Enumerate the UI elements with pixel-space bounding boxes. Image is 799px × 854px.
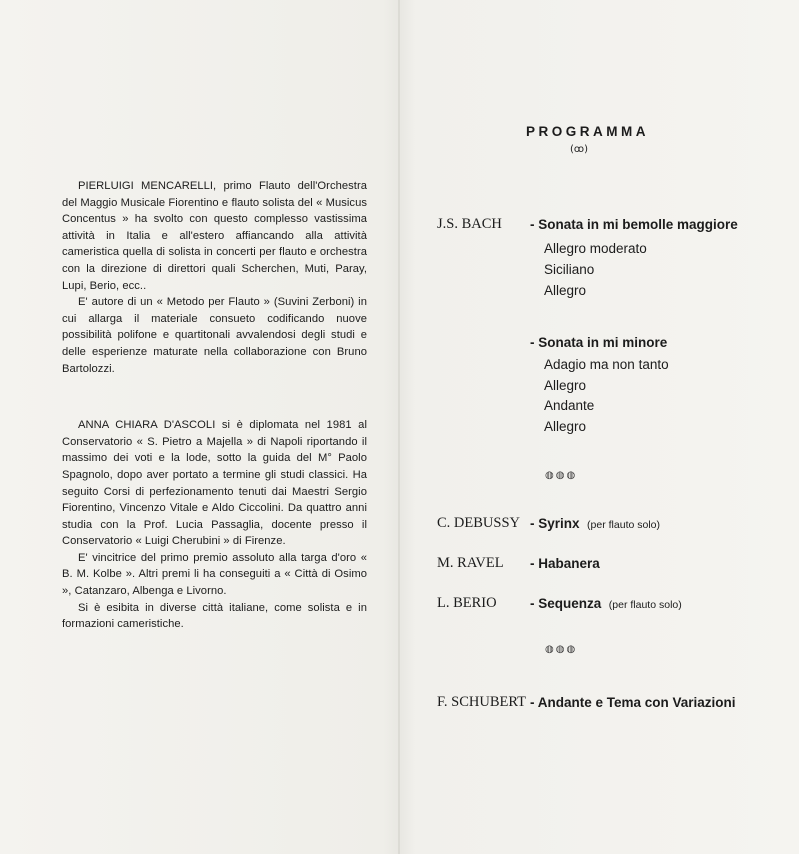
movement: Siciliano	[544, 262, 595, 277]
dascoli-bio: ANNA CHIARA D'ASCOLI si è diplomata nel 1981 al Conservatorio « S. Pietro a Majella » di Napoli riportando il massimo dei voti e la lode, sotto la guida del M° Paolo Spagnolo, dopo aver portato a termine gli studi classici. Ha seguito Corsi di perfezionamento tenuti dai Maestri Sergio Fiorentino, Vincenzo Vitale e Aldo Ciccolini. Da quattro anni studia con la Prof. Lucia Passaglia, docente presso il Conservatorio « Luigi Cherubini » di Firenze.	[62, 419, 367, 548]
work-note: (per flauto solo)	[608, 599, 682, 611]
ornament-icon: (ꝏ)	[570, 144, 588, 155]
work-title: - Sequenza	[530, 596, 602, 611]
composer-schubert: F. SCHUBERT	[437, 694, 527, 710]
movement: Allegro	[544, 419, 587, 434]
composer-berio: L. BERIO	[437, 595, 497, 611]
mencarelli-method: E' autore di un « Metodo per Flauto » (Suvini Zerboni) in cui allarga il materiale consueto codificando nuove possibilità polifone e quartitonali avvalendosi degli studi e delle esperienze maturate nella collaborazione con Bruno Bartolozzi.	[62, 296, 367, 375]
work-habanera: - Habanera	[530, 556, 600, 571]
work-andante-variations: - Andante e Tema con Variazioni	[530, 695, 736, 710]
work-syrinx	[530, 516, 660, 531]
work-sonata-e-minor: - Sonata in mi minore	[530, 335, 668, 350]
dascoli-performances: Si è esibita in diverse città italiane, come solista e in formazioni cameristiche.	[62, 601, 367, 631]
movement: Allegro	[544, 283, 587, 298]
mencarelli-bio: PIERLUIGI MENCARELLI, primo Flauto dell'Orchestra del Maggio Musicale Fiorentino e flauto solista del « Musicus Concentus » ha svolto con questo complesso vastissima attività in Italia e all'estero affiancando alla attività cameristica quella di solista in concerti per flauto e orchestra con la direzione di direttori quali Scherchen, Muti, Paray, Lupi, Berio, ecc..	[62, 180, 367, 292]
dascoli-prizes: E' vincitrice del primo premio assoluto alla targa d'oro « B. M. Kolbe ». Altri premi li ha conseguiti a « Città di Osimo », Catanzaro, Albenga e Livorno.	[62, 551, 367, 598]
composer-debussy: C. DEBUSSY	[437, 515, 520, 531]
movement: Andante	[544, 398, 595, 413]
work-title: - Syrinx	[530, 516, 580, 531]
divider-dots: ◍◍◍	[545, 644, 578, 655]
biography-column	[62, 178, 367, 633]
movement: Allegro moderato	[544, 241, 647, 256]
composer-ravel: M. RAVEL	[437, 555, 504, 571]
divider-dots: ◍◍◍	[545, 470, 578, 481]
work-note: (per flauto solo)	[587, 519, 660, 531]
programme-title: PROGRAMMA	[526, 124, 649, 139]
movement: Allegro	[544, 378, 587, 393]
work-sonata-e-flat: - Sonata in mi bemolle maggiore	[530, 217, 738, 232]
composer-bach: J.S. BACH	[437, 216, 502, 232]
work-sequenza	[530, 596, 682, 611]
movement: Adagio ma non tanto	[544, 357, 669, 372]
page-fold	[398, 0, 400, 854]
